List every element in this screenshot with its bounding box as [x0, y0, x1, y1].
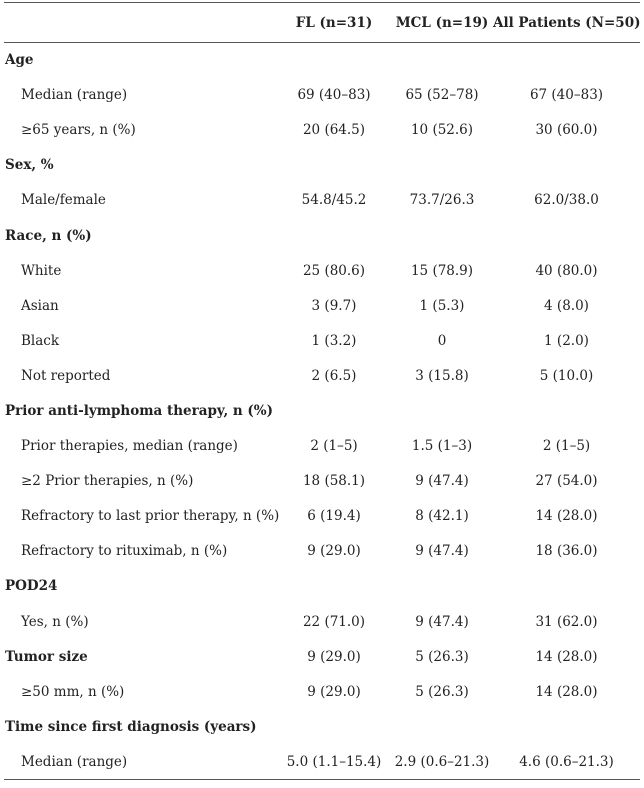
- mcl-value: 15 (78.9): [410, 262, 474, 279]
- section-label: Time since first diagnosis (years): [5, 718, 257, 735]
- section-row: [4, 569, 640, 604]
- all-value: 1 (2.0): [544, 332, 589, 349]
- table-body: [4, 43, 640, 780]
- section-label: Tumor size: [5, 648, 88, 665]
- all-value: 30 (60.0): [535, 122, 598, 139]
- all-value: [493, 709, 640, 744]
- table-row: [4, 744, 640, 779]
- fl-value: 69 (40–83): [297, 87, 371, 104]
- patient-characteristics-table: [4, 2, 640, 780]
- section-row: [4, 709, 640, 744]
- section-row: [4, 393, 640, 428]
- mcl-value: 5 (26.3): [415, 648, 469, 665]
- section-row: [4, 639, 640, 674]
- section-row: [4, 218, 640, 253]
- all-value: 14 (28.0): [535, 683, 598, 700]
- mcl-value: 9 (47.4): [415, 613, 469, 630]
- all-value: 67 (40–83): [529, 87, 604, 104]
- table-row: [4, 323, 640, 358]
- fl-value: 1 (3.2): [311, 332, 357, 349]
- fl-value: 2 (1–5): [310, 438, 358, 455]
- row-label: Median (range): [4, 744, 277, 779]
- row-label: Male/female: [21, 192, 106, 209]
- fl-value: [277, 43, 391, 78]
- fl-value: 25 (80.6): [302, 262, 366, 279]
- fl-value: 18 (58.1): [302, 473, 366, 490]
- fl-value: [277, 569, 391, 604]
- all-value: 14 (28.0): [535, 508, 598, 525]
- fl-value: 6 (19.4): [307, 508, 361, 525]
- mcl-value: 73.7/26.3: [409, 192, 475, 209]
- fl-value: [277, 218, 391, 253]
- mcl-value: 9 (47.4): [415, 473, 469, 490]
- fl-value: 9 (29.0): [307, 543, 361, 560]
- mcl-value: 1.5 (1–3): [411, 438, 473, 455]
- header-row: [4, 3, 640, 43]
- mcl-value: [391, 148, 493, 183]
- fl-value: 22 (71.0): [302, 613, 366, 630]
- mcl-value: 3 (15.8): [415, 367, 469, 384]
- all-value: 18 (36.0): [535, 543, 598, 560]
- table-row: [4, 534, 640, 569]
- mcl-value: [391, 569, 493, 604]
- row-label: Asian: [21, 297, 59, 314]
- header-cell-all: All Patients (N=50): [493, 3, 640, 43]
- fl-value: 54.8/45.2: [301, 192, 367, 209]
- row-label: Yes, n (%): [21, 613, 89, 630]
- fl-value: 9 (29.0): [307, 683, 361, 700]
- mcl-value: [391, 393, 493, 428]
- table-row: [4, 183, 640, 218]
- all-value: 14 (28.0): [535, 648, 598, 665]
- mcl-value: 1 (5.3): [419, 297, 465, 314]
- mcl-value: [391, 218, 493, 253]
- row-label: ≥65 years, n (%): [21, 122, 136, 139]
- table-row: [4, 253, 640, 288]
- mcl-value: 0: [437, 332, 447, 349]
- table-row: [4, 674, 640, 709]
- all-value: 5 (10.0): [539, 367, 594, 384]
- section-row: [4, 43, 640, 78]
- mcl-value: 2.9 (0.6–21.3): [391, 744, 493, 779]
- table-row: [4, 429, 640, 464]
- row-label: Black: [21, 332, 60, 349]
- table-row: [4, 499, 640, 534]
- all-value: 4.6 (0.6–21.3): [493, 744, 640, 779]
- all-value: 62.0/38.0: [534, 192, 599, 209]
- row-label: Refractory to rituximab, n (%): [21, 543, 228, 560]
- fl-value: 2 (6.5): [311, 367, 357, 384]
- fl-value: 20 (64.5): [302, 122, 366, 139]
- row-label: White: [21, 262, 62, 279]
- all-value: 27 (54.0): [535, 473, 598, 490]
- table-row: [4, 288, 640, 323]
- fl-value: [277, 393, 391, 428]
- row-label: Prior therapies, median (range): [21, 438, 238, 455]
- header-cell-mcl: MCL (n=19): [391, 3, 493, 43]
- all-value: 31 (62.0): [535, 613, 598, 630]
- mcl-value: [391, 709, 493, 744]
- table-row: [4, 464, 640, 499]
- fl-value: 9 (29.0): [307, 648, 361, 665]
- fl-value: [277, 148, 391, 183]
- all-value: 2 (1–5): [542, 438, 591, 455]
- all-value: [493, 393, 640, 428]
- header-cell-fl: FL (n=31): [277, 3, 391, 43]
- header-cell-label: [4, 3, 277, 43]
- all-value: 40 (80.0): [535, 262, 598, 279]
- all-value: 4 (8.0): [544, 297, 589, 314]
- row-label: ≥2 Prior therapies, n (%): [21, 473, 194, 490]
- all-value: [493, 148, 640, 183]
- fl-value: 5.0 (1.1–15.4): [277, 744, 391, 779]
- row-label: ≥50 mm, n (%): [21, 683, 125, 700]
- table-row: [4, 604, 640, 639]
- table-row: [4, 78, 640, 113]
- mcl-value: 5 (26.3): [415, 683, 469, 700]
- row-label: Median (range): [21, 87, 128, 104]
- table-row: [4, 358, 640, 393]
- section-row: [4, 148, 640, 183]
- all-value: [493, 43, 640, 78]
- section-label: Race, n (%): [5, 227, 92, 244]
- section-label: Age: [5, 52, 34, 69]
- all-value: [493, 218, 640, 253]
- mcl-value: 65 (52–78): [405, 87, 479, 104]
- mcl-value: 9 (47.4): [415, 543, 469, 560]
- mcl-value: 8 (42.1): [415, 508, 469, 525]
- mcl-value: 10 (52.6): [410, 122, 474, 139]
- fl-value: [277, 709, 391, 744]
- all-value: [493, 569, 640, 604]
- section-label: Prior anti-lymphoma therapy, n (%): [5, 402, 273, 419]
- fl-value: 3 (9.7): [311, 297, 357, 314]
- section-label: POD24: [5, 578, 58, 595]
- mcl-value: [391, 43, 493, 78]
- table-row: [4, 113, 640, 148]
- section-label: Sex, %: [5, 157, 54, 174]
- row-label: Not reported: [21, 367, 111, 384]
- row-label: Refractory to last prior therapy, n (%): [21, 508, 280, 525]
